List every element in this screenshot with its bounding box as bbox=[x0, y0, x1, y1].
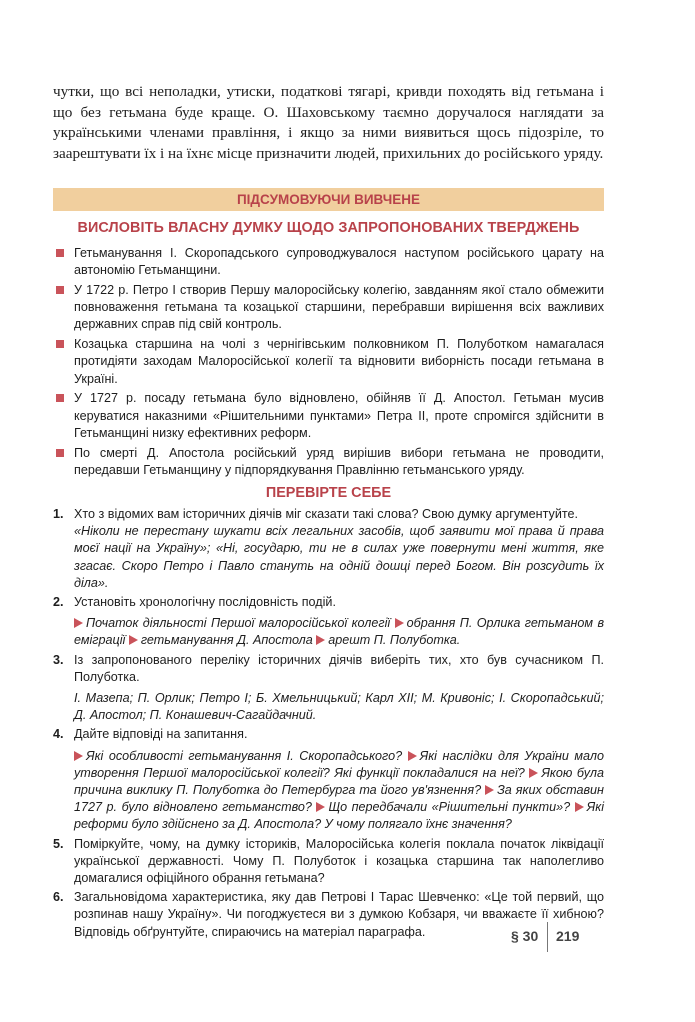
triangle-bullet-icon bbox=[575, 802, 584, 812]
sub-questions: Які особливості гетьманування І. Скоропадського? Які наслідки для України мало утворення Першої малоросійської колегії? Які функції покладалися на неї? Якою була причина виклику П. Полуботка до Петербурга та його ув'язнення? За яких обставин 1727 р. було відновлено гетьманство? Що передбачали «Рішительні пункти»? Які реформи було здійснено за Д. Апостола? У чому полягало їхнє значення? bbox=[74, 748, 605, 832]
square-bullet-icon bbox=[56, 286, 64, 294]
triangle-bullet-icon bbox=[129, 635, 138, 645]
triangle-bullet-icon bbox=[316, 802, 325, 812]
question-item: 6. Загальновідома характеристика, яку дав Петрові І Тарас Шевченко: «Це той первий, що розпинав нашу Україну». Чи погоджуєтеся ви з думкою Кобзаря, чи вважаєте її хибною? Відповідь обґрунтуйте, спираючись на матеріал параграфа. bbox=[53, 890, 604, 939]
question-text: Установіть хронологічну послідовність подій. bbox=[74, 595, 336, 610]
square-bullet-icon bbox=[56, 394, 64, 402]
figures-list: І. Мазепа; П. Орлик; Петро І; Б. Хмельницький; Карл ХІІ; М. Кривоніс; І. Скоропадський; Д. Апостол; П. Конашевич-Сагайдачний. bbox=[74, 691, 604, 723]
square-bullet-icon bbox=[56, 449, 64, 457]
triangle-bullet-icon bbox=[74, 618, 83, 628]
statement-item: Гетьманування І. Скоропадського супроводжувалося наступом російського царату на автономію Гетьманщини. bbox=[53, 245, 604, 279]
summary-heading: ПІДСУМОВУЮЧИ ВИВЧЕНЕ bbox=[53, 188, 604, 211]
statement-item: У 1727 р. посаду гетьмана було відновлено, обійняв її Д. Апостол. Гетьман мусив керуватися наказними «Рішительними пунктами» Петра ІІ, проте спромігся здійснити в Гетьманщині низку ефективних реформ. bbox=[53, 390, 604, 442]
questions-list bbox=[53, 506, 604, 943]
question-item: 2. Установіть хронологічну послідовність подій. Початок діяльності Першої малоросійської колегії обрання П. Орлика гетьманом в еміграції гетьманування Д. Апостола арешт П. Полуботка. bbox=[53, 594, 604, 650]
section-number: § 30 bbox=[511, 928, 539, 944]
question-item: 3. Із запропонованого переліку історичних діячів виберіть тих, хто був сучасником П. Полуботка. І. Мазепа; П. Орлик; Петро І; Б. Хмельницький; Карл ХІІ; М. Кривоніс; І. Скоропадський; Д. Апостол; П. Конашевич-Сагайдачний. bbox=[53, 652, 604, 725]
statement-item: У 1722 р. Петро І створив Першу малоросійську колегію, завданням якої стало обмежити повноваження гетьмана та козацької старшини, перебравши вирішення всіх важливих державних справ під свій контроль. bbox=[53, 282, 604, 334]
opinion-heading: ВИСЛОВІТЬ ВЛАСНУ ДУМКУ ЩОДО ЗАПРОПОНОВАНИХ ТВЕРДЖЕНЬ bbox=[77, 220, 580, 236]
statement-item: По смерті Д. Апостола російський уряд вирішив вибори гетьмана не проводити, передавши Гетьманщину у підпорядкування Правлінню гетьманського уряду. bbox=[53, 445, 604, 479]
question-item: 4. Дайте відповіді на запитання. Які особливості гетьманування І. Скоропадського? Які наслідки для України мало утворення Першої малоросійської колегії? Які функції покладалися на неї? Якою була причина виклику П. Полуботка до Петербурга та його ув'язнення? За яких обставин 1727 р. було відновлено гетьманство? Що передбачали «Рішительні пункти»? Які реформи було здійснено за Д. Апостола? У чому полягало їхнє значення? bbox=[53, 726, 604, 833]
page-number: 219 bbox=[556, 928, 580, 944]
chronology-items: Початок діяльності Першої малоросійської колегії обрання П. Орлика гетьманом в еміграції гетьманування Д. Апостола арешт П. Полуботка. bbox=[74, 616, 605, 648]
question-text: Загальновідома характеристика, яку дав Петрові І Тарас Шевченко: «Це той первий, що розпинав нашу Україну». Чи погоджуєтеся ви з думкою Кобзаря, чи вважаєте її хибною? Відповідь обґрунтуйте, спираючись на матеріал параграфа. bbox=[74, 890, 604, 939]
intro-paragraph: чутки, що всі неполадки, утиски, податкові тягарі, кривди походять від гетьмана і що без гетьмана буде краще. О. Шаховському таємно доручалося наглядати за українськими членами правління, і якщо за ними виявиться щось підозріле, то заарештувати їх і на їхнє місце призначити людей, прихильних до російського уряду. bbox=[53, 83, 604, 162]
check-heading: ПЕРЕВІРТЕ СЕБЕ bbox=[265, 485, 392, 501]
footer-divider bbox=[547, 922, 548, 952]
triangle-bullet-icon bbox=[395, 618, 404, 628]
question-text: Дайте відповіді на запитання. bbox=[74, 727, 248, 742]
statements-list bbox=[53, 245, 604, 482]
question-text: Поміркуйте, чому, на думку істориків, Малоросійська колегія поклала початок ліквідації української державності. Чому П. Полуботок і козацька старшина так наполегливо домагалися офіційного обрання гетьмана? bbox=[74, 836, 604, 886]
triangle-bullet-icon bbox=[485, 785, 494, 795]
square-bullet-icon bbox=[56, 340, 64, 348]
question-text: Хто з відомих вам історичних діячів міг сказати такі слова? Свою думку аргументуйте. bbox=[74, 507, 578, 521]
triangle-bullet-icon bbox=[316, 635, 325, 645]
statement-item: Козацька старшина на чолі з чернігівським полковником П. Полуботком намагалася протидіяти заходам Малоросійської колегії та відновити виборність посади гетьмана в Україні. bbox=[53, 336, 604, 388]
triangle-bullet-icon bbox=[529, 768, 538, 778]
question-text: Із запропонованого переліку історичних діячів виберіть тих, хто був сучасником П. Полуботка. bbox=[74, 652, 604, 684]
question-item: 1. Хто з відомих вам історичних діячів міг сказати такі слова? Свою думку аргументуйте. «Ніколи не перестану шукати всіх легальних засобів, щоб заявити мої права й права моєї нації на Україну»; «Ні, государю, ти не в силах уже повернути мені життя, яке згасає. Скоро Петро і Павло стануть на одній дошці перед Богом. Він розсудить їх діла». bbox=[53, 506, 604, 592]
question-quote: «Ніколи не перестану шукати всіх легальних засобів, щоб заявити мої права й права моєї нації на Україну»; «Ні, государю, ти не в силах уже повернути мені життя, яке згасає. Скоро Петро і Павло стануть на одній дошці перед Богом. Він розсудить їх діла». bbox=[74, 524, 604, 590]
triangle-bullet-icon bbox=[74, 751, 83, 761]
square-bullet-icon bbox=[56, 249, 64, 257]
question-item: 5. Поміркуйте, чому, на думку істориків, Малоросійська колегія поклала початок ліквідації української державності. Чому П. Полуботок і козацька старшина так наполегливо домагалися офіційного обрання гетьмана? bbox=[53, 836, 604, 886]
triangle-bullet-icon bbox=[408, 751, 417, 761]
